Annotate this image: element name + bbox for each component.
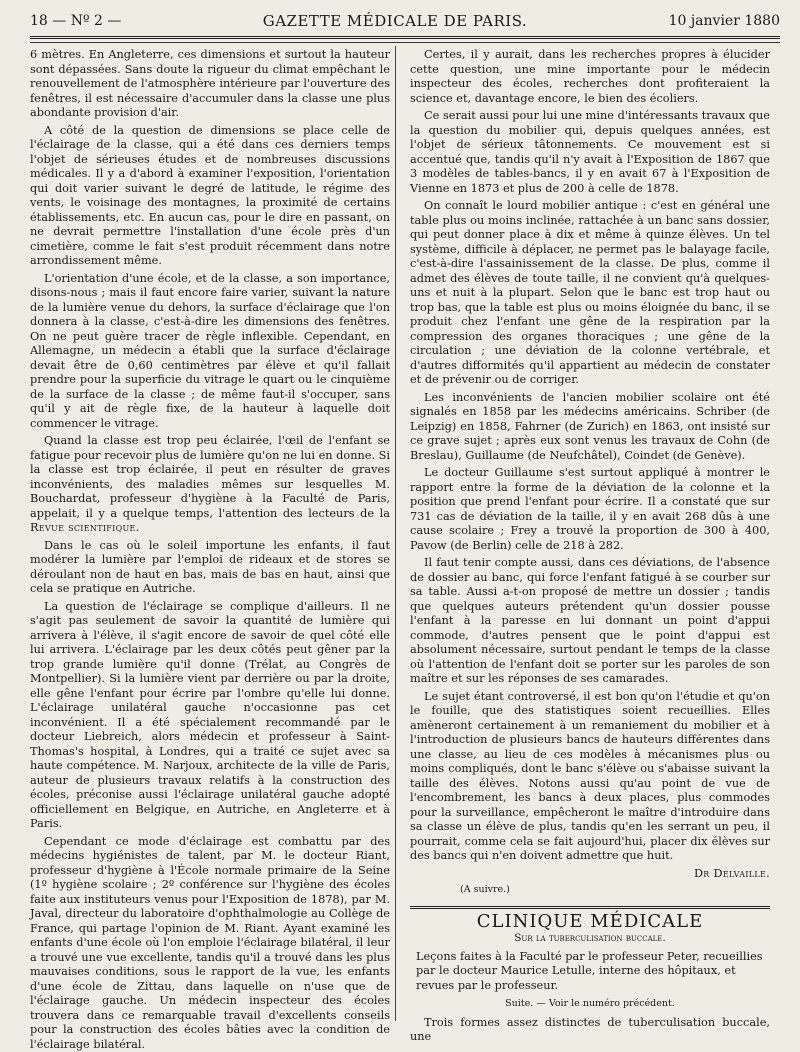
paragraph-text: Quand la classe est trop peu éclairée, l'œil de l'enfant se fatigue pour recevoir plus de lumière qu'on ne lui en donne. Si la classe est trop éclairée, il peut en résulter de graves inconvénients, des maladies mêmes sur lesquelles M. Bouchardat, professeur d'hygiène à la Faculté de Paris, appelait, il y a quelque temps, l'attention des lecteurs de la	[30, 434, 390, 520]
paragraph: Le sujet étant controversé, il est bon qu'on l'étudie et qu'on le fouille, que des statistiques soient recueillies. Elles amèneront certainement à un remaniement du mobilier et à l'introduction de plusieurs bancs de hauteurs différentes dans une classe, au lieu de ces modèles à mécanismes plus ou moins compliqués, dont le banc s'élève ou s'abaisse suivant la taille des élèves. Notons aussi qu'au point de vue de l'encombrement, les bancs à deux places, plus commodes pour la surveillance, empêcheront le maître d'introduire dans sa classe un élève de plus, tandis qu'en les serrant un peu, il pourrait, comme cela se fait aujourd'hui, placer dix élèves sur des bancs qui n'en doivent admettre que huit.	[410, 690, 770, 864]
to-be-continued: (A suivre.)	[460, 883, 770, 898]
header-rule-thin	[30, 42, 780, 43]
paragraph	[30, 434, 390, 536]
left-column	[30, 48, 390, 1038]
paragraph: 6 mètres. En Angleterre, ces dimensions et surtout la hauteur sont dépassées. Sans doute la rigueur du climat empêchant le renouvellement de l'atmosphère intérieure par l'ouverture des fenêtres, il est nécessaire d'accumuler dans la classe une plus abondante provision d'air.	[30, 48, 390, 121]
page-header	[30, 8, 780, 34]
paragraph: L'orientation d'une école, et de la classe, a son importance, disons-nous ; mais il faut encore faire varier, suivant la nature de la lumière venue du dehors, la surface d'éclairage que l'on donnera à la classe, c'est-à-dire les dimensions des fenêtres. On ne peut guère tracer de règle inflexible. Cependant, en Allemagne, un médecin a établi que la surface d'éclairage devait être de 0,60 centimètres par élève et qu'il fallait prendre pour la superficie du vitrage le quart ou le cinquième de la surface de la classe ; de même faut-il s'occuper, sans qu'il y ait de règle fixe, de la hauteur à laquelle doit commencer le vitrage.	[30, 272, 390, 432]
section-rule	[410, 906, 770, 909]
lecture-credit: Leçons faites à la Faculté par le professeur Peter, recueillies par le docteur Maurice Letulle, interne des hôpitaux, et revues par le professeur.	[410, 950, 770, 994]
right-column	[410, 48, 770, 1038]
paragraph: La question de l'éclairage se complique d'ailleurs. Il ne s'agit pas seulement de savoir la quantité de lumière qui arrivera à l'élève, il s'agit encore de savoir de quel côté elle lui arrivera. L'éclairage par les deux côtés peut gêner par la trop grande lumière qu'il donne (Trélat, au Congrès de Montpellier). Si la lumière vient par derrière ou par la droite, elle gêne l'enfant pour écrire par l'ombre qu'elle lui donne. L'éclairage unilatéral gauche n'occasionne pas cet inconvénient. Il a été spécialement recommandé par le docteur Liebreich, alors médecin et professeur à Saint-Thomas's hospital, à Londres, qui a traité ce sujet avec sa haute compétence. M. Narjoux, architecte de la ville de Paris, auteur de plusieurs travaux relatifs à la construction des écoles, préconise aussi l'éclairage unilatéral gauche adopté officiellement en Belgique, en Autriche, en Angleterre et à Paris.	[30, 600, 390, 832]
paragraph: On connaît le lourd mobilier antique : c'est en général une table plus ou moins inclinée, rattachée à un banc sans dossier, qui peut donner place à dix et même à quinze élèves. Un tel système, difficile à déplacer, ne permet pas le balayage facile, c'est-à-dire l'assainissement de la classe. De plus, comme il admet des élèves de toute taille, il ne convient qu'à quelques-uns et nuit à la plupart. Selon que le banc est trop haut ou trop bas, que la table est plus ou moins éloignée du banc, il se produit chez l'enfant une gêne de la respiration par la compression des organes thoraciques ; une gêne de la circulation ; une déviation de la colonne vertébrale, et d'autres difformités qu'il appartient au médecin de constater et de prévenir ou de corriger.	[410, 199, 770, 388]
paragraph: Dans le cas où le soleil importune les enfants, il faut modérer la lumière par l'emploi de rideaux et de stores se déroulant non de haut en bas, mais de bas en haut, ainsi que cela se pratique en Autriche.	[30, 539, 390, 597]
author-signature: Dr Delvaille.	[410, 867, 770, 882]
header-rule	[30, 36, 780, 39]
issue-date: 10 janvier 1880	[669, 13, 780, 29]
section-title: CLINIQUE MÉDICALE	[410, 915, 770, 930]
journal-title: GAZETTE MÉDICALE DE PARIS.	[263, 12, 527, 30]
continuation-note: Suite. — Voir le numéro précédent.	[410, 997, 770, 1012]
journal-reference: Revue scientifique.	[30, 521, 140, 534]
paragraph: Les inconvénients de l'ancien mobilier scolaire ont été signalés en 1858 par les médecins américains. Schriber (de Leipzig) en 1858, Fahrner (de Zurich) en 1863, ont insisté sur ce grave sujet ; après eux sont venus les travaux de Cohn (de Breslau), Guillaume (de Neufchâtel), Coindet (de Genève).	[410, 391, 770, 464]
paragraph: Il faut tenir compte aussi, dans ces déviations, de l'absence de dossier au banc, qui force l'enfant fatigué à se courber sur sa table. Aussi a-t-on proposé de mettre un dossier ; tandis que quelques auteurs prétendent qu'un dossier pousse l'enfant à la paresse en lui donnant un point d'appui commode, d'autres pensent que le point d'appui est absolument nécessaire, surtout pendant le temps de la classe où l'attention de l'enfant doit se porter sur les paroles de son maître et sur les réponses de ses camarades.	[410, 556, 770, 687]
paragraph: Certes, il y aurait, dans les recherches propres à élucider cette question, une mine importante pour le médecin inspecteur des écoles, recherches dont profiteraient la science et, davantage encore, le bien des écoliers.	[410, 48, 770, 106]
column-divider	[395, 46, 396, 1021]
paragraph: Trois formes assez distinctes de tuberculisation buccale, une	[410, 1016, 770, 1045]
paragraph: Ce serait aussi pour lui une mine d'intéressants travaux que la question du mobilier qui, depuis quelques années, est l'objet de sérieux tâtonnements. Ce mouvement est si accentué que, tandis qu'il n'y avait à l'Exposition de 1867 que 3 modèles de tables-bancs, il y en avait 67 à l'Exposition de Vienne en 1873 et plus de 200 à celle de 1878.	[410, 109, 770, 196]
paragraph: Cependant ce mode d'éclairage est combattu par des médecins hygiénistes de talent, par M. le docteur Riant, professeur d'hygiène à l'École normale primaire de la Seine (1º hygiène scolaire ; 2º conférence sur l'hygiène des écoles faite aux instituteurs venus pour l'Exposition de 1878), par M. Javal, directeur du laboratoire d'ophthalmologie au Collège de France, qui partage l'opinion de M. Riant. Ayant examiné les enfants d'une école où l'on emploie l'éclairage bilatéral, il leur a trouvé une vue excellente, tandis qu'il a trouvé dans les plus mauvaises conditions, sous le rapport de la vue, les enfants d'une école de Zittau, dans laquelle on n'use que de l'éclairage gauche. Un médecin inspecteur des écoles trouvera dans ce remarquable travail d'excellents conseils pour la construction des écoles bâties avec la condition de l'éclairage bilatéral.	[30, 835, 390, 1052]
paragraph: A côté de la question de dimensions se place celle de l'éclairage de la classe, qui a été dans ces derniers temps l'objet de sérieuses études et de nombreuses discussions médicales. Il y a d'abord à examiner l'exposition, l'orientation qui doit varier suivant le degré de latitude, le régime des vents, le voisinage des montagnes, la proximité de certains établissements, etc. En aucun cas, pour le dire en passant, on ne devrait permettre l'installation d'une école près d'un cimetière, comme le fait s'est produit récemment dans notre arrondissement même.	[30, 124, 390, 269]
paragraph: Le docteur Guillaume s'est surtout appliqué à montrer le rapport entre la forme de la déviation de la colonne et la position que prend l'enfant pour écrire. Il a constaté que sur 731 cas de déviation de la taille, il y en avait 268 dûs à une cause scolaire ; Frey a trouvé la proportion de 300 à 400, Pavow (de Berlin) celle de 218 à 282.	[410, 466, 770, 553]
page-number: 18 — Nº 2 —	[30, 13, 121, 29]
section-subtitle: Sur la tuberculisation buccale.	[410, 931, 770, 946]
